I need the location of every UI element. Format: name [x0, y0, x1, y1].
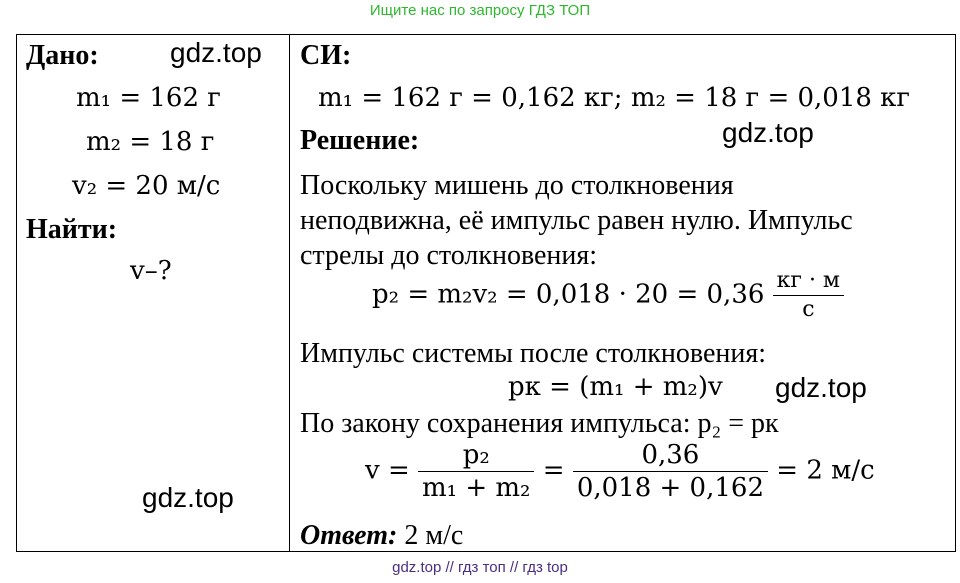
watermark-4: gdz.top	[142, 482, 234, 513]
answer-value: 2 м/с	[404, 520, 464, 551]
formula-velocity-fraction2	[573, 442, 768, 501]
formula-velocity-fraction1	[418, 442, 534, 501]
fraction2-denominator: 0,018 + 0,162	[576, 473, 764, 503]
find-title: Найти:	[26, 214, 118, 245]
given-title: Дано:	[26, 40, 99, 71]
solution-text-line2: неподвижна, её импульс равен нулю. Импульс	[300, 205, 853, 236]
si-conversion: m₁ = 162 г = 0,162 кг; m₂ = 18 г = 0,018 кг	[318, 83, 911, 113]
fraction1-denominator: m₁ + m₂	[422, 473, 531, 503]
formula-velocity-equals: =	[542, 455, 565, 486]
watermark-1: gdz.top	[170, 37, 262, 68]
given-m2: m₂ = 18 г	[86, 127, 215, 157]
solution-text-line1: Поскольку мишень до столкновения	[300, 170, 734, 201]
watermark-2: gdz.top	[722, 117, 814, 148]
formula-unit-numerator: кг · м	[773, 270, 844, 296]
solution-text-line3: стрелы до столкновения:	[300, 240, 598, 271]
formula-velocity-result: = 2 м/с	[776, 455, 875, 486]
si-title: СИ:	[300, 40, 352, 71]
solution-text-line5: По закону сохранения импульса: p₂ = pк	[300, 408, 779, 439]
top-banner: Ищите нас по запросу ГДЗ ТОП	[369, 2, 591, 19]
formula-velocity-lhs: v =	[365, 455, 410, 486]
formula-velocity	[365, 442, 875, 501]
solution-text-line4: Импульс системы после столкновения:	[300, 338, 767, 369]
formula-impulse-arrow-lhs: p₂ = m₂v₂ = 0,018 · 20 = 0,36	[372, 279, 765, 310]
formula-impulse-arrow	[372, 270, 844, 321]
footer-links: gdz.top // гдз топ // гдз top	[392, 559, 568, 576]
fraction2-numerator: 0,36	[573, 442, 768, 472]
column-divider	[289, 34, 290, 552]
answer	[300, 522, 463, 550]
given-v2: v₂ = 20 м/с	[72, 171, 221, 201]
formula-system-impulse: pк = (m₁ + m₂)v	[508, 372, 723, 402]
formula-unit-denominator: с	[802, 297, 815, 322]
formula-impulse-unit	[773, 270, 844, 321]
answer-label: Ответ:	[300, 520, 398, 551]
find-value: v–?	[130, 256, 172, 286]
given-m1: m₁ = 162 г	[76, 83, 221, 113]
watermark-3: gdz.top	[775, 372, 867, 403]
solution-title: Решение:	[300, 125, 420, 156]
fraction1-numerator: p₂	[418, 442, 534, 472]
